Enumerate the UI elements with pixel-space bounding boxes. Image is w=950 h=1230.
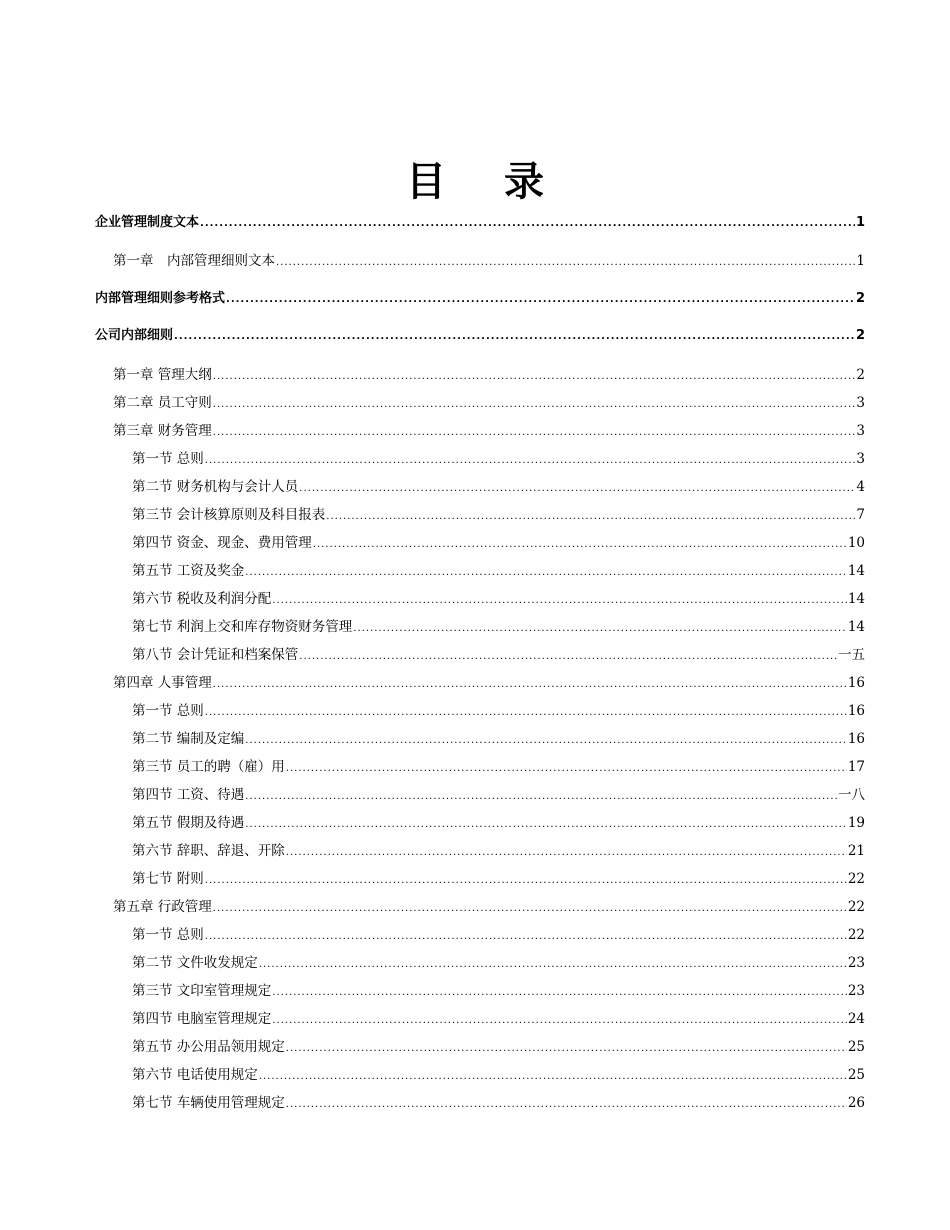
toc-entry-label: 第五节 工资及奖金 (132, 563, 245, 579)
toc-entry-label: 第七节 附则 (132, 871, 204, 887)
toc-entry-page-number: 24 (847, 1011, 865, 1027)
toc-entry[interactable] (95, 1007, 865, 1027)
toc-entry-label: 第八节 会计凭证和档案保管 (132, 647, 299, 663)
toc-entry[interactable] (95, 211, 865, 230)
toc-dot-leader (213, 371, 856, 382)
toc-dot-leader (286, 763, 847, 774)
toc-entry[interactable] (95, 979, 865, 999)
toc-entry-page-number: 1 (856, 253, 865, 269)
toc-dot-leader (174, 331, 855, 342)
toc-dot-leader (213, 679, 847, 690)
toc-entry-page-number: 21 (847, 843, 865, 859)
toc-entry-label: 第六节 电话使用规定 (132, 1067, 258, 1083)
toc-entry-label: 第二节 编制及定编 (132, 731, 245, 747)
toc-entry-label: 第二章 员工守则 (113, 395, 212, 411)
toc-entry[interactable] (95, 324, 865, 343)
toc-entry[interactable] (95, 839, 865, 859)
toc-entry[interactable] (95, 503, 865, 523)
toc-dot-leader (213, 903, 847, 914)
toc-entry[interactable] (95, 727, 865, 747)
toc-entry-label: 内部管理细则参考格式 (95, 291, 226, 306)
toc-entry[interactable] (95, 531, 865, 551)
toc-entry-page-number: 1 (855, 215, 865, 230)
toc-entry-page-number: 7 (856, 507, 865, 523)
toc-entry-page-number: 3 (856, 395, 865, 411)
toc-entry-page-number: 26 (847, 1095, 865, 1111)
toc-entry-label: 第一章 内部管理细则文本 (113, 253, 275, 269)
toc-entry-label: 第二节 财务机构与会计人员 (132, 479, 299, 495)
toc-entry[interactable] (95, 1035, 865, 1055)
toc-entry-label: 第四节 工资、待遇 (132, 787, 245, 803)
toc-entry-label: 第四节 资金、现金、费用管理 (132, 535, 312, 551)
toc-entry[interactable] (95, 895, 865, 915)
toc-entry-page-number: 一八 (838, 787, 865, 803)
toc-entry-label: 第一节 总则 (132, 927, 204, 943)
toc-dot-leader (245, 735, 847, 746)
page-title: 目 录 (406, 158, 566, 205)
toc-dot-leader (286, 847, 847, 858)
toc-entry-label: 第五章 行政管理 (113, 899, 212, 915)
toc-dot-leader (272, 595, 847, 606)
toc-entry-page-number: 16 (847, 703, 865, 719)
toc-entry-page-number: 14 (847, 591, 865, 607)
toc-entry[interactable] (95, 447, 865, 467)
toc-entry-label: 第七节 利润上交和库存物资财务管理 (132, 619, 353, 635)
toc-entry-label: 第三节 员工的聘（雇）用 (132, 759, 285, 775)
toc-entry-page-number: 16 (847, 731, 865, 747)
toc-entry-label: 第三章 财务管理 (113, 423, 212, 439)
toc-dot-leader (205, 931, 847, 942)
toc-entry-page-number: 2 (855, 291, 865, 306)
toc-entry-page-number: 22 (847, 871, 865, 887)
toc-entry[interactable] (95, 1091, 865, 1111)
toc-entry[interactable] (95, 1063, 865, 1083)
toc-entry-label: 第六节 辞职、辞退、开除 (132, 843, 285, 859)
toc-entry-label: 第三节 会计核算原则及科目报表 (132, 507, 326, 523)
toc-entry-page-number: 16 (847, 675, 865, 691)
toc-entry-page-number: 19 (847, 815, 865, 831)
toc-entry[interactable] (95, 249, 865, 269)
toc-entry-page-number: 10 (847, 535, 865, 551)
toc-entry[interactable] (95, 671, 865, 691)
toc-entry-page-number: 22 (847, 899, 865, 915)
toc-dot-leader (226, 294, 855, 305)
toc-dot-leader (259, 959, 847, 970)
toc-entry[interactable] (95, 587, 865, 607)
toc-entry[interactable] (95, 867, 865, 887)
toc-dot-leader (299, 483, 855, 494)
toc-entry-page-number: 4 (856, 479, 865, 495)
toc-entry-label: 公司内部细则 (95, 328, 174, 343)
toc-entry-page-number: 2 (855, 328, 865, 343)
toc-dot-leader (245, 567, 847, 578)
toc-entry[interactable] (95, 391, 865, 411)
toc-dot-leader (272, 1015, 847, 1026)
toc-entry-label: 第四章 人事管理 (113, 675, 212, 691)
toc-entry[interactable] (95, 363, 865, 383)
toc-entry[interactable] (95, 783, 865, 803)
toc-dot-leader (353, 623, 847, 634)
toc-entry[interactable] (95, 419, 865, 439)
toc-entry[interactable] (95, 755, 865, 775)
toc-dot-leader (205, 875, 847, 886)
toc-dot-leader (313, 539, 847, 550)
toc-entry-label: 第一章 管理大纲 (113, 367, 212, 383)
toc-entry[interactable] (95, 615, 865, 635)
toc-entry-page-number: 3 (856, 423, 865, 439)
toc-entry[interactable] (95, 811, 865, 831)
toc-entry-page-number: 17 (847, 759, 865, 775)
toc-entry-label: 第五节 办公用品领用规定 (132, 1039, 285, 1055)
toc-entry[interactable] (95, 475, 865, 495)
toc-dot-leader (286, 1043, 847, 1054)
toc-dot-leader (286, 1099, 847, 1110)
toc-entry-page-number: 14 (847, 563, 865, 579)
toc-entry-label: 第六节 税收及利润分配 (132, 591, 272, 607)
toc-entry-page-number: 2 (856, 367, 865, 383)
toc-entry-page-number: 14 (847, 619, 865, 635)
toc-entry-label: 第一节 总则 (132, 451, 204, 467)
toc-entry-label: 企业管理制度文本 (95, 215, 200, 230)
toc-dot-leader (213, 399, 856, 410)
toc-dot-leader (205, 455, 856, 466)
toc-entry-page-number: 23 (847, 983, 865, 999)
toc-entry-label: 第七节 车辆使用管理规定 (132, 1095, 285, 1111)
toc-entry-page-number: 一五 (838, 647, 865, 663)
toc-entry-page-number: 3 (856, 451, 865, 467)
toc-dot-leader (245, 819, 847, 830)
toc-entry-page-number: 22 (847, 927, 865, 943)
toc-dot-leader (276, 257, 855, 268)
toc-entry-label: 第一节 总则 (132, 703, 204, 719)
toc-entry-label: 第三节 文印室管理规定 (132, 983, 272, 999)
toc-entry-page-number: 23 (847, 955, 865, 971)
toc-entry-page-number: 25 (847, 1039, 865, 1055)
toc-entry[interactable] (95, 951, 865, 971)
toc-entry-label: 第四节 电脑室管理规定 (132, 1011, 272, 1027)
toc-entry[interactable] (95, 699, 865, 719)
toc-entry-page-number: 25 (847, 1067, 865, 1083)
toc-dot-leader (326, 511, 855, 522)
toc-dot-leader (245, 791, 837, 802)
toc-dot-leader (200, 218, 855, 229)
toc-dot-leader (213, 427, 856, 438)
toc-entry-label: 第五节 假期及待遇 (132, 815, 245, 831)
toc-dot-leader (299, 651, 837, 662)
toc-dot-leader (272, 987, 847, 998)
toc-entry[interactable] (95, 559, 865, 579)
toc-entry-label: 第二节 文件收发规定 (132, 955, 258, 971)
toc-dot-leader (259, 1071, 847, 1082)
toc-dot-leader (205, 707, 847, 718)
toc-entry[interactable] (95, 923, 865, 943)
toc-entry[interactable] (95, 287, 865, 306)
toc-entry[interactable] (95, 643, 865, 663)
